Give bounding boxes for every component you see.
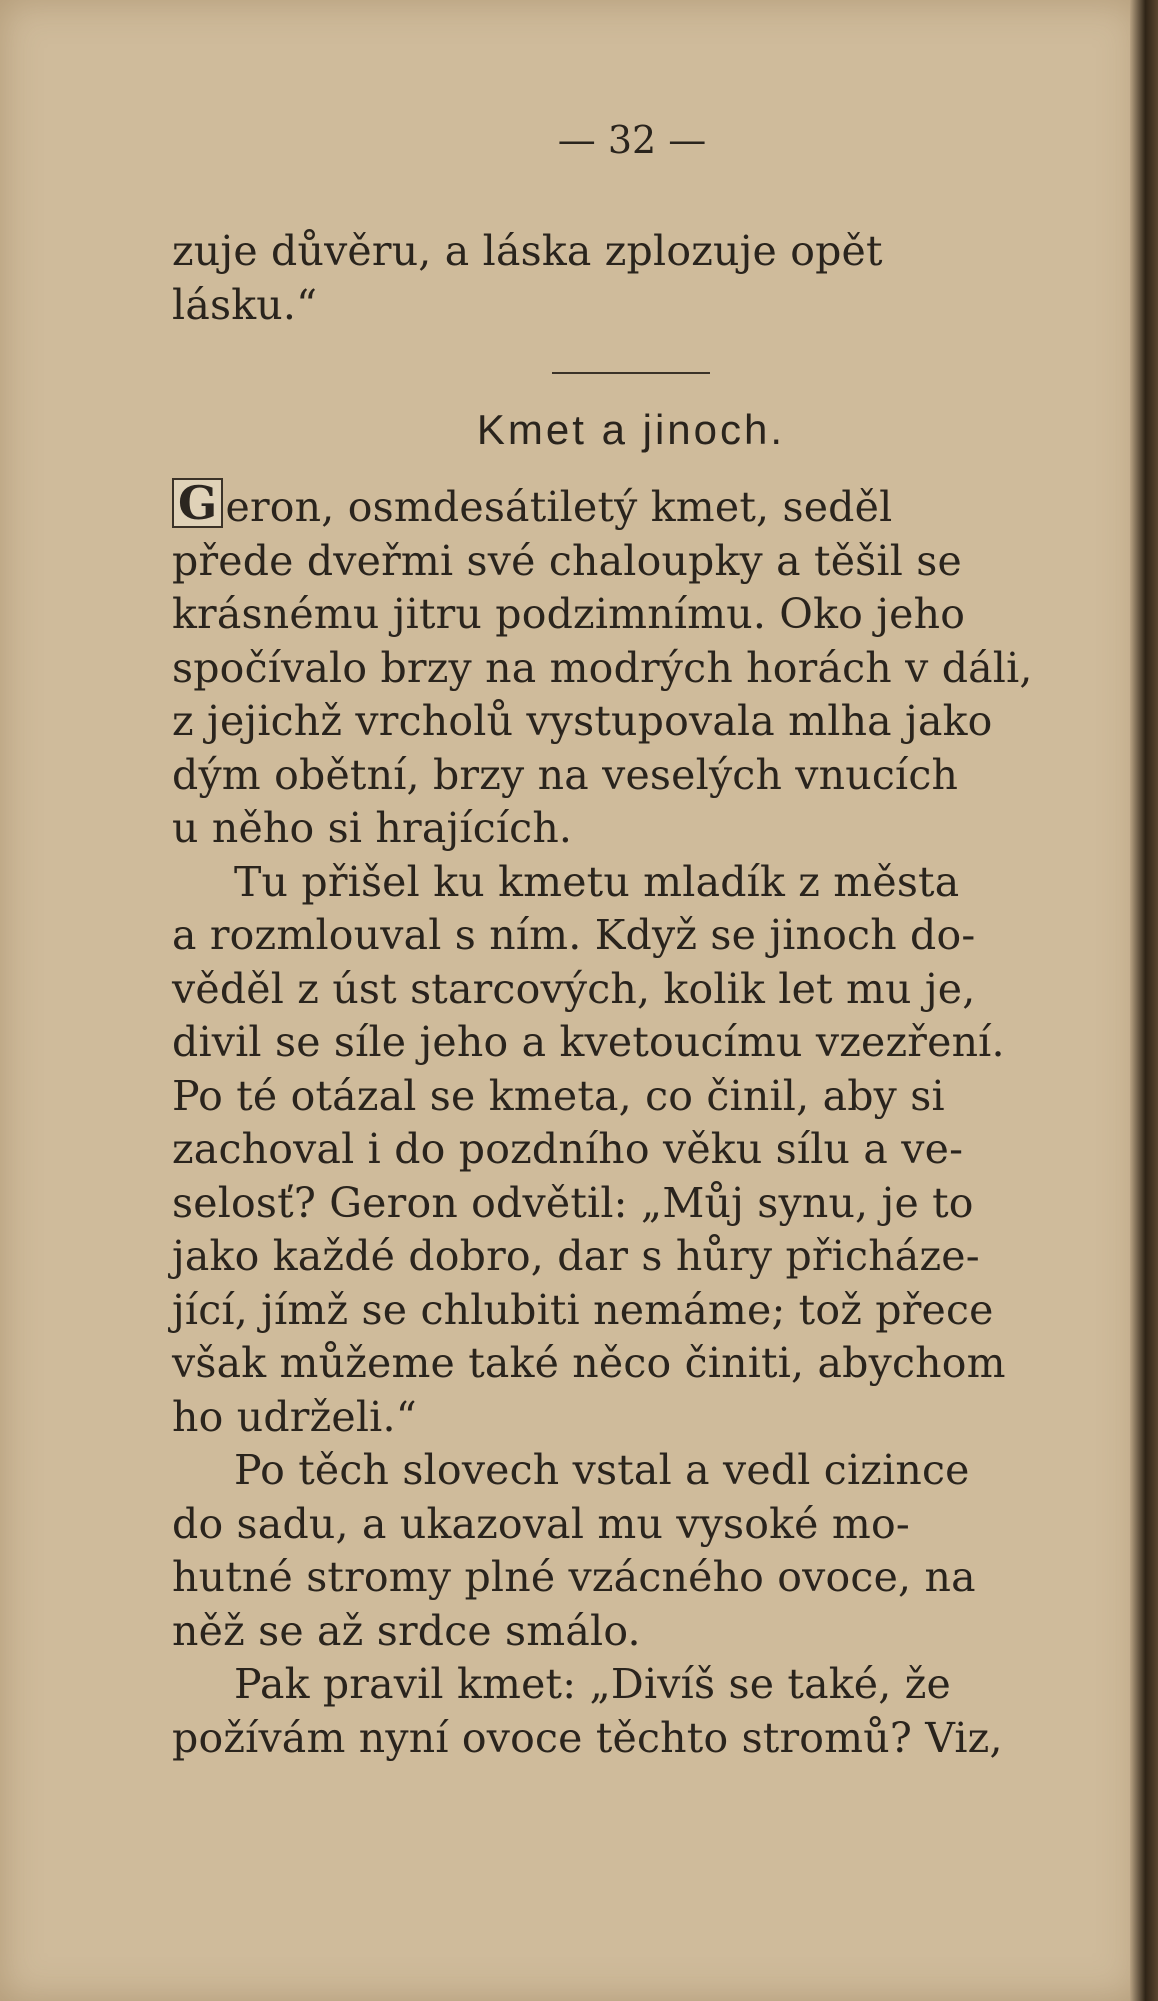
section-title: Kmet a jinoch.	[476, 406, 786, 453]
drop-cap-initial: G	[172, 478, 223, 528]
text-line: z jejichž vrcholů vystupovala mlha jako	[172, 697, 993, 745]
text-line: Po těch slovech vstal a vedl cizince	[234, 1446, 970, 1494]
page-content	[172, 120, 1090, 1765]
text-line: spočívalo brzy na modrých horách v dáli,	[172, 643, 1033, 692]
text-line: Tu přišel ku kmetu mladík z města	[234, 857, 960, 906]
text-line: dým obětní, brzy na veselých vnucích	[172, 750, 959, 799]
text-line	[172, 225, 1090, 279]
text-line-first	[172, 476, 1090, 535]
text-line: lásku.“	[172, 280, 318, 329]
text-span: zuje důvěru, a láska zplozuje opět	[172, 227, 883, 275]
section-divider	[172, 372, 1090, 374]
text-line: něž se až srdce smálo.	[172, 1606, 641, 1655]
text-line: hutné stromy plné vzácného ovoce, na	[172, 1553, 976, 1601]
text-line: Po té otázal se kmeta, co činil, aby si	[172, 1071, 945, 1120]
text-line: jící, jímž se chlubiti nemáme; tož přece	[172, 1285, 994, 1334]
text-line: přede dveřmi své chaloupky a těšil se	[172, 536, 962, 585]
text-line: zachoval i do pozdního věku sílu a ve-	[172, 1125, 964, 1173]
text-line: jako každé dobro, dar s hůry přicháze-	[172, 1232, 980, 1280]
text-line: selosť? Geron odvětil: „Můj synu, je to	[172, 1178, 974, 1227]
paragraph-2	[172, 856, 1090, 1445]
first-line-rest: eron, osmdesátiletý kmet, seděl	[225, 483, 893, 531]
text-line: ho udrželi.“	[172, 1392, 417, 1441]
paragraph-4	[172, 1658, 1090, 1765]
text-line: u něho si hrajících.	[172, 804, 573, 852]
page-number: — 32 —	[557, 118, 707, 162]
text-line: Pak pravil kmet: „Divíš se také, že	[234, 1660, 951, 1708]
text-line: a rozmlouval s ním. Když se jinoch do-	[172, 911, 976, 959]
text-line: věděl z úst starcových, kolik let mu je,	[172, 964, 976, 1013]
text-line: krásnému jitru podzimnímu. Oko jeho	[172, 590, 966, 638]
paragraph-3	[172, 1444, 1090, 1658]
page-edge-shadow	[1130, 0, 1158, 2001]
text-line: divil se síle jeho a kvetoucímu vzezření.	[172, 1018, 1005, 1066]
text-line: však můžeme také něco činiti, abychom	[172, 1339, 1006, 1387]
text-line: do sadu, a ukazoval mu vysoké mo-	[172, 1499, 910, 1548]
text-line: požívám nyní ovoce těchto stromů? Viz,	[172, 1713, 1003, 1762]
divider-rule	[552, 372, 710, 374]
paragraph-1	[172, 535, 1090, 856]
